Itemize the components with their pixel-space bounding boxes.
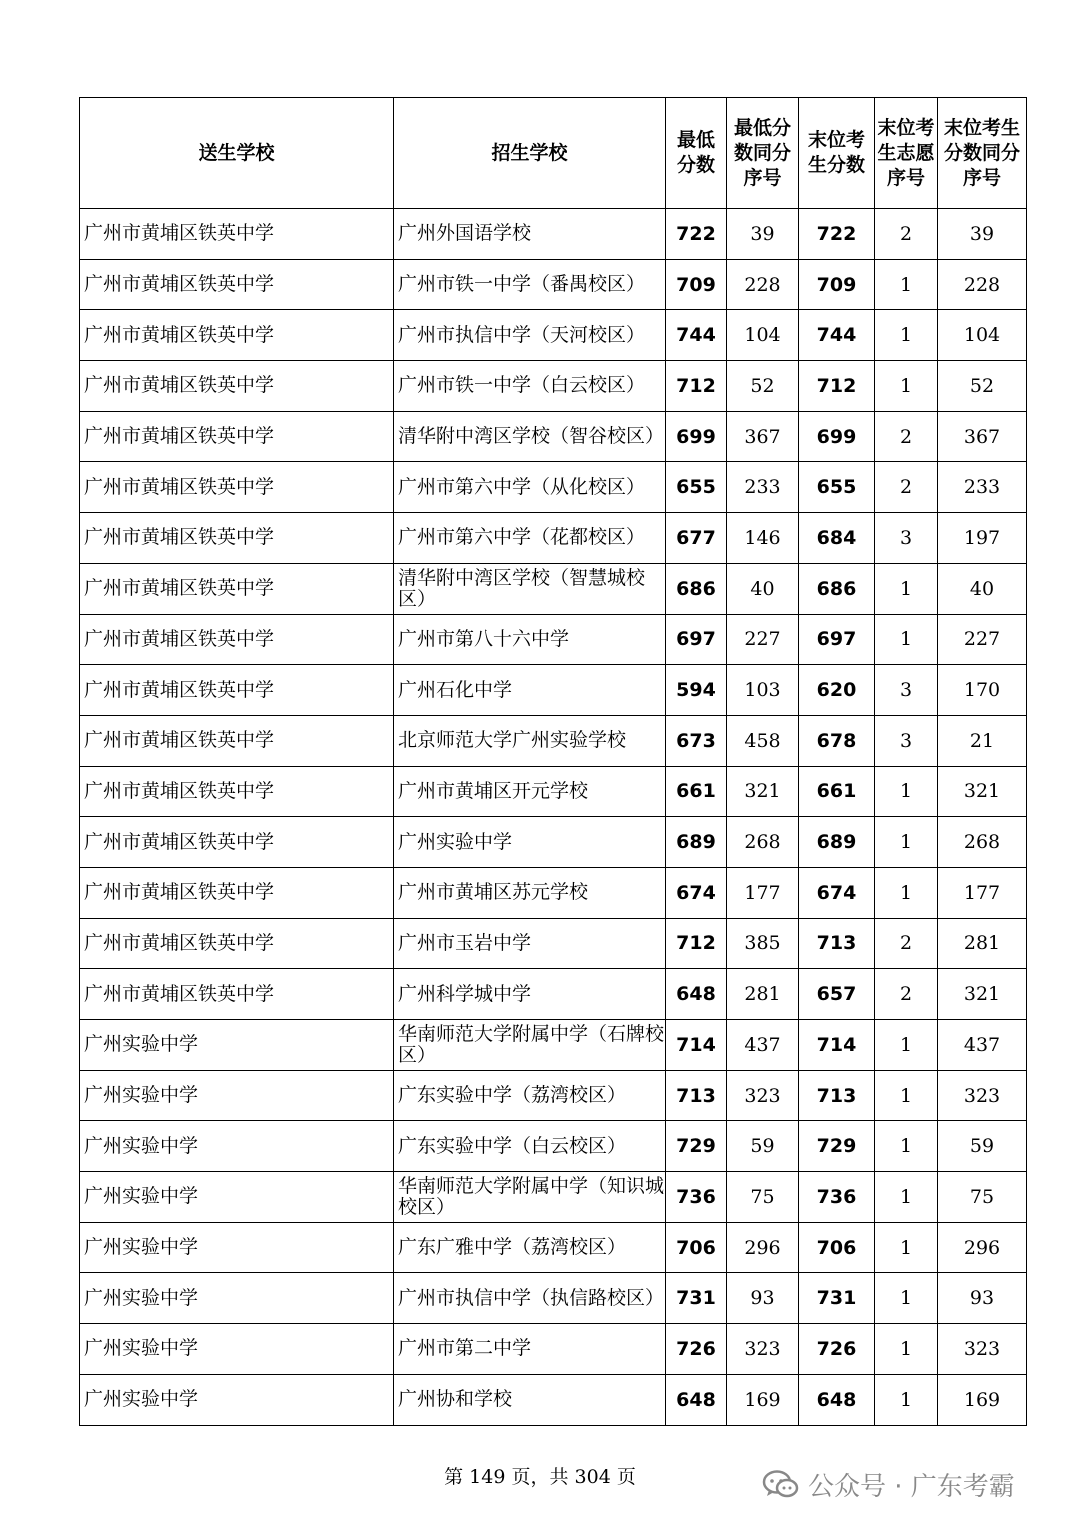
sending-school-cell: 广州市黄埔区铁英中学: [80, 766, 394, 817]
min-score-cell: 677: [666, 513, 727, 564]
last-choice-cell: 1: [875, 766, 938, 817]
last-choice-cell: 3: [875, 715, 938, 766]
table-row: [80, 918, 1027, 969]
table-row: [80, 1121, 1027, 1172]
sending-school-cell: 广州实验中学: [80, 1121, 394, 1172]
sending-school-cell: 广州实验中学: [80, 1020, 394, 1071]
table-row: [80, 1374, 1027, 1425]
last-score-rank-cell: 296: [938, 1222, 1027, 1273]
admitting-school-cell: 广州市第二中学: [394, 1324, 666, 1375]
min-score-rank-cell: 268: [727, 817, 799, 868]
min-score-cell: 689: [666, 817, 727, 868]
last-score-rank-cell: 227: [938, 614, 1027, 665]
admitting-school-cell: 广州外国语学校: [394, 209, 666, 260]
min-score-cell: 744: [666, 310, 727, 361]
last-score-rank-cell: 437: [938, 1020, 1027, 1071]
last-choice-cell: 1: [875, 259, 938, 310]
sending-school-cell: 广州市黄埔区铁英中学: [80, 715, 394, 766]
sending-school-cell: 广州市黄埔区铁英中学: [80, 867, 394, 918]
min-score-rank-cell: 93: [727, 1273, 799, 1324]
min-score-rank-cell: 233: [727, 462, 799, 513]
last-score-rank-cell: 268: [938, 817, 1027, 868]
last-score-rank-cell: 233: [938, 462, 1027, 513]
min-score-rank-cell: 281: [727, 969, 799, 1020]
min-score-cell: 706: [666, 1222, 727, 1273]
last-score-rank-cell: 52: [938, 361, 1027, 412]
table-row: [80, 1070, 1027, 1121]
min-score-rank-cell: 104: [727, 310, 799, 361]
admitting-school-cell: 广州市黄埔区苏元学校: [394, 867, 666, 918]
sending-school-cell: 广州实验中学: [80, 1172, 394, 1223]
last-choice-cell: 1: [875, 310, 938, 361]
header-last-score-rank: 末位考生分数同分序号: [938, 98, 1027, 209]
table-row: [80, 209, 1027, 260]
min-score-cell: 714: [666, 1020, 727, 1071]
admitting-school-cell: 清华附中湾区学校（智慧城校区）: [394, 563, 666, 614]
admission-table: [79, 97, 1027, 1426]
last-choice-cell: 2: [875, 918, 938, 969]
min-score-rank-cell: 437: [727, 1020, 799, 1071]
admitting-school-cell: 广州石化中学: [394, 665, 666, 716]
admitting-school-cell: 清华附中湾区学校（智谷校区）: [394, 411, 666, 462]
last-choice-cell: 3: [875, 665, 938, 716]
sending-school-cell: 广州市黄埔区铁英中学: [80, 259, 394, 310]
min-score-rank-cell: 146: [727, 513, 799, 564]
last-score-cell: 731: [799, 1273, 875, 1324]
last-score-cell: 699: [799, 411, 875, 462]
last-score-rank-cell: 169: [938, 1374, 1027, 1425]
table-row: [80, 1222, 1027, 1273]
last-score-cell: 714: [799, 1020, 875, 1071]
last-score-cell: 648: [799, 1374, 875, 1425]
min-score-rank-cell: 385: [727, 918, 799, 969]
min-score-rank-cell: 367: [727, 411, 799, 462]
sending-school-cell: 广州市黄埔区铁英中学: [80, 361, 394, 412]
min-score-cell: 722: [666, 209, 727, 260]
admitting-school-cell: 广州市玉岩中学: [394, 918, 666, 969]
admitting-school-cell: 广州市执信中学（执信路校区）: [394, 1273, 666, 1324]
last-choice-cell: 1: [875, 361, 938, 412]
last-choice-cell: 2: [875, 411, 938, 462]
sending-school-cell: 广州市黄埔区铁英中学: [80, 614, 394, 665]
sending-school-cell: 广州市黄埔区铁英中学: [80, 563, 394, 614]
admitting-school-cell: 华南师范大学附属中学（石牌校区）: [394, 1020, 666, 1071]
table-row: [80, 310, 1027, 361]
min-score-cell: 712: [666, 361, 727, 412]
last-score-cell: 620: [799, 665, 875, 716]
table-row: [80, 867, 1027, 918]
table-row: [80, 715, 1027, 766]
min-score-cell: 648: [666, 1374, 727, 1425]
header-sending-school: 送生学校: [80, 98, 394, 209]
last-choice-cell: 1: [875, 614, 938, 665]
last-score-cell: 713: [799, 1070, 875, 1121]
last-score-rank-cell: 177: [938, 867, 1027, 918]
sending-school-cell: 广州市黄埔区铁英中学: [80, 513, 394, 564]
admitting-school-cell: 广东广雅中学（荔湾校区）: [394, 1222, 666, 1273]
min-score-rank-cell: 169: [727, 1374, 799, 1425]
last-score-rank-cell: 321: [938, 766, 1027, 817]
admitting-school-cell: 北京师范大学广州实验学校: [394, 715, 666, 766]
table-row: [80, 817, 1027, 868]
last-score-rank-cell: 323: [938, 1070, 1027, 1121]
sending-school-cell: 广州市黄埔区铁英中学: [80, 310, 394, 361]
sending-school-cell: 广州市黄埔区铁英中学: [80, 918, 394, 969]
sending-school-cell: 广州市黄埔区铁英中学: [80, 411, 394, 462]
last-score-cell: 736: [799, 1172, 875, 1223]
last-score-cell: 709: [799, 259, 875, 310]
table-row: [80, 1324, 1027, 1375]
admitting-school-cell: 广州市第八十六中学: [394, 614, 666, 665]
min-score-rank-cell: 75: [727, 1172, 799, 1223]
last-choice-cell: 1: [875, 1020, 938, 1071]
min-score-rank-cell: 321: [727, 766, 799, 817]
min-score-cell: 648: [666, 969, 727, 1020]
table-row: [80, 259, 1027, 310]
last-score-cell: 684: [799, 513, 875, 564]
last-choice-cell: 1: [875, 1121, 938, 1172]
last-score-cell: 661: [799, 766, 875, 817]
last-score-cell: 726: [799, 1324, 875, 1375]
admitting-school-cell: 广州协和学校: [394, 1374, 666, 1425]
last-score-cell: 655: [799, 462, 875, 513]
header-row: [80, 98, 1027, 209]
last-choice-cell: 1: [875, 1172, 938, 1223]
last-choice-cell: 1: [875, 1222, 938, 1273]
sending-school-cell: 广州实验中学: [80, 1070, 394, 1121]
last-score-cell: 744: [799, 310, 875, 361]
last-score-cell: 657: [799, 969, 875, 1020]
last-choice-cell: 2: [875, 462, 938, 513]
min-score-cell: 709: [666, 259, 727, 310]
min-score-cell: 726: [666, 1324, 727, 1375]
table-row: [80, 411, 1027, 462]
table-row: [80, 969, 1027, 1020]
last-choice-cell: 1: [875, 563, 938, 614]
last-score-cell: 722: [799, 209, 875, 260]
admitting-school-cell: 广州科学城中学: [394, 969, 666, 1020]
table-row: [80, 1172, 1027, 1223]
last-score-rank-cell: 93: [938, 1273, 1027, 1324]
last-score-rank-cell: 39: [938, 209, 1027, 260]
last-score-cell: 678: [799, 715, 875, 766]
table-row: [80, 614, 1027, 665]
min-score-rank-cell: 323: [727, 1324, 799, 1375]
min-score-cell: 661: [666, 766, 727, 817]
header-last-score: 末位考生分数: [799, 98, 875, 209]
admitting-school-cell: 广州市黄埔区开元学校: [394, 766, 666, 817]
last-score-rank-cell: 228: [938, 259, 1027, 310]
table-row: [80, 766, 1027, 817]
last-score-cell: 729: [799, 1121, 875, 1172]
last-score-cell: 686: [799, 563, 875, 614]
last-choice-cell: 2: [875, 969, 938, 1020]
table-row: [80, 563, 1027, 614]
admitting-school-cell: 广州市铁一中学（白云校区）: [394, 361, 666, 412]
last-score-cell: 706: [799, 1222, 875, 1273]
min-score-rank-cell: 296: [727, 1222, 799, 1273]
sending-school-cell: 广州市黄埔区铁英中学: [80, 462, 394, 513]
last-score-cell: 713: [799, 918, 875, 969]
last-choice-cell: 3: [875, 513, 938, 564]
admitting-school-cell: 广州市第六中学（从化校区）: [394, 462, 666, 513]
header-admitting-school: 招生学校: [394, 98, 666, 209]
min-score-cell: 594: [666, 665, 727, 716]
last-choice-cell: 1: [875, 1324, 938, 1375]
sending-school-cell: 广州市黄埔区铁英中学: [80, 665, 394, 716]
admitting-school-cell: 广州实验中学: [394, 817, 666, 868]
sending-school-cell: 广州实验中学: [80, 1273, 394, 1324]
watermark: [762, 1466, 1015, 1503]
admitting-school-cell: 广东实验中学（白云校区）: [394, 1121, 666, 1172]
last-choice-cell: 1: [875, 1374, 938, 1425]
min-score-rank-cell: 228: [727, 259, 799, 310]
table-row: [80, 1020, 1027, 1071]
min-score-rank-cell: 458: [727, 715, 799, 766]
header-last-choice: 末位考生志愿序号: [875, 98, 938, 209]
min-score-cell: 712: [666, 918, 727, 969]
last-score-rank-cell: 281: [938, 918, 1027, 969]
sending-school-cell: 广州市黄埔区铁英中学: [80, 969, 394, 1020]
min-score-cell: 673: [666, 715, 727, 766]
last-score-rank-cell: 323: [938, 1324, 1027, 1375]
last-score-rank-cell: 21: [938, 715, 1027, 766]
last-choice-cell: 2: [875, 209, 938, 260]
last-score-cell: 712: [799, 361, 875, 412]
last-score-rank-cell: 367: [938, 411, 1027, 462]
min-score-rank-cell: 52: [727, 361, 799, 412]
sending-school-cell: 广州实验中学: [80, 1222, 394, 1273]
min-score-cell: 655: [666, 462, 727, 513]
table-row: [80, 513, 1027, 564]
last-score-cell: 697: [799, 614, 875, 665]
last-choice-cell: 1: [875, 1070, 938, 1121]
last-score-rank-cell: 321: [938, 969, 1027, 1020]
table-row: [80, 665, 1027, 716]
header-min-score: 最低分数: [666, 98, 727, 209]
min-score-rank-cell: 177: [727, 867, 799, 918]
min-score-cell: 729: [666, 1121, 727, 1172]
last-score-cell: 674: [799, 867, 875, 918]
sending-school-cell: 广州市黄埔区铁英中学: [80, 817, 394, 868]
admitting-school-cell: 广东实验中学（荔湾校区）: [394, 1070, 666, 1121]
min-score-rank-cell: 59: [727, 1121, 799, 1172]
wechat-icon: [762, 1469, 800, 1501]
table-row: [80, 361, 1027, 412]
min-score-cell: 731: [666, 1273, 727, 1324]
admitting-school-cell: 广州市执信中学（天河校区）: [394, 310, 666, 361]
last-choice-cell: 1: [875, 817, 938, 868]
admitting-school-cell: 广州市第六中学（花都校区）: [394, 513, 666, 564]
min-score-rank-cell: 323: [727, 1070, 799, 1121]
min-score-rank-cell: 227: [727, 614, 799, 665]
min-score-cell: 697: [666, 614, 727, 665]
watermark-text: 公众号 · 广东考霸: [808, 1472, 1015, 1502]
min-score-rank-cell: 39: [727, 209, 799, 260]
last-score-rank-cell: 75: [938, 1172, 1027, 1223]
min-score-rank-cell: 103: [727, 665, 799, 716]
last-score-rank-cell: 197: [938, 513, 1027, 564]
min-score-cell: 674: [666, 867, 727, 918]
last-score-cell: 689: [799, 817, 875, 868]
sending-school-cell: 广州实验中学: [80, 1374, 394, 1425]
table-row: [80, 1273, 1027, 1324]
last-score-rank-cell: 104: [938, 310, 1027, 361]
admitting-school-cell: 华南师范大学附属中学（知识城校区）: [394, 1172, 666, 1223]
min-score-rank-cell: 40: [727, 563, 799, 614]
last-score-rank-cell: 40: [938, 563, 1027, 614]
min-score-cell: 736: [666, 1172, 727, 1223]
sending-school-cell: 广州市黄埔区铁英中学: [80, 209, 394, 260]
sending-school-cell: 广州实验中学: [80, 1324, 394, 1375]
page-number: 第 149 页，共 304 页: [444, 1466, 636, 1488]
last-choice-cell: 1: [875, 1273, 938, 1324]
min-score-cell: 686: [666, 563, 727, 614]
last-score-rank-cell: 59: [938, 1121, 1027, 1172]
min-score-cell: 699: [666, 411, 727, 462]
table-row: [80, 462, 1027, 513]
admitting-school-cell: 广州市铁一中学（番禺校区）: [394, 259, 666, 310]
header-min-score-rank: 最低分数同分序号: [727, 98, 799, 209]
last-score-rank-cell: 170: [938, 665, 1027, 716]
last-choice-cell: 1: [875, 867, 938, 918]
min-score-cell: 713: [666, 1070, 727, 1121]
